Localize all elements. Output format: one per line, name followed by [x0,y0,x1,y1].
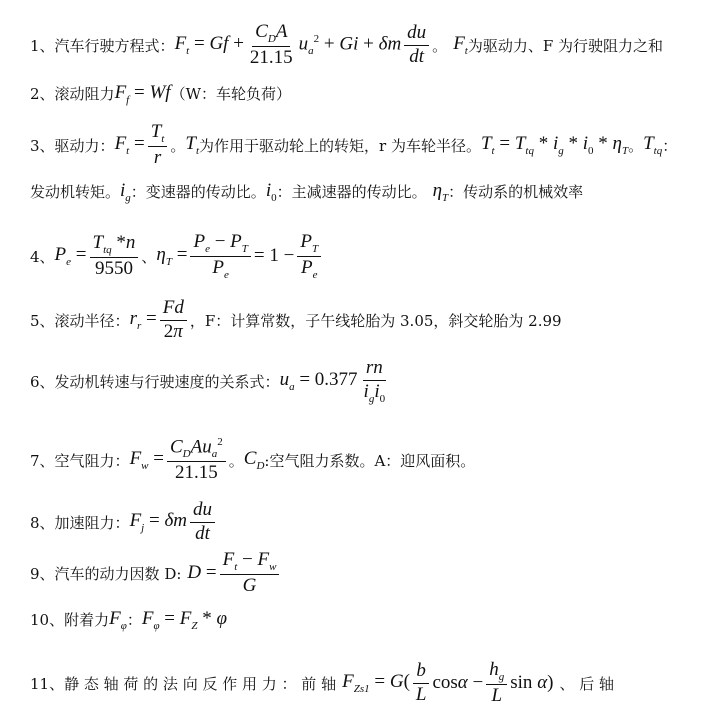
formula-10: 10、 附着力 $F_\varphi$ ： $F_\varphi = F_Z * \varphi$ [30,608,227,632]
item-number: 1、 [30,36,55,55]
formula-11: 11、 静 态 轴 荷 的 法 向 反 作 用 力 ： 前 轴 $F_{Zs1} = G$( $\frac{b}{L}$ cosα − $\frac{h_g}{L}$ sin α) 、 后 轴 [30,659,615,706]
formula-7: 7、 空气阻力： $F_w$ = $\frac{C_DAu_a^2}{21.15}$ 。 $C_D$ :空气阻力系数。A：迎风面积。 [30,436,476,484]
equation: $F_t = Gf$ + [174,33,244,58]
formula-9: 9、 汽车的动力因数 D: D = $\frac{F_t - F_w}{G}$ [30,550,707,597]
formula-4: 4、 $P_e$ = $\frac{T_{tq} *n}{9550}$ 、 $\eta_T$ = $\frac{P_e - P_T}{P_e}$ = 1 − $\frac{P_T}{P_e}$ [30,232,707,281]
item-label: 汽车行驶方程式： [54,36,175,55]
formula-1: 1、 汽车行驶方程式： $F_t = Gf$ + $\frac{C_DA}{21.15}$ $u_a^2 + Gi + \delta m$ $\frac{du}{dt}$ 。 $F_t$ 为驱动力、F 为行驶阻力之和 [30,21,664,68]
formula-8: 8、 加速阻力： $F_j = \delta m$ $\frac{du}{dt}$ [30,500,707,545]
formula-2: 2、 滚动阻力 $F_f = Wf$ （W：车轮负荷） [30,82,291,106]
formula-5: 5、 滚动半径： $r_r$ = $\frac{Fd}{2\pi}$ ，F：计算常数，子午线轮胎为 3.05，斜交轮胎为 2.99 [30,297,562,342]
formula-3: 3、 驱动力： $F_t$ = $\frac{T_t}{r}$ 。 $T_t$ 为作用于驱动轮上的转矩，r 为车轮半径。 $T_t = T_{tq} * i_g * i_0 * \eta_T$ 。 $T_{tq}$ ： [30,121,678,168]
formula-3-continued: 发动机转矩。 $i_g$ ：变速器的传动比。 $i_0$ ：主减速器的传动比。 $\eta_T$ ：传动系的机械效率 [30,180,584,204]
formula-6: 6、 发动机转速与行驶速度的关系式： $u_a = 0.377$ $\frac{rn}{i_gi_0}$ [30,357,386,405]
fraction: $\frac{C_DA}{21.15}$ [249,21,293,68]
item-note: 为驱动力、F 为行驶阻力之和 [467,36,664,55]
